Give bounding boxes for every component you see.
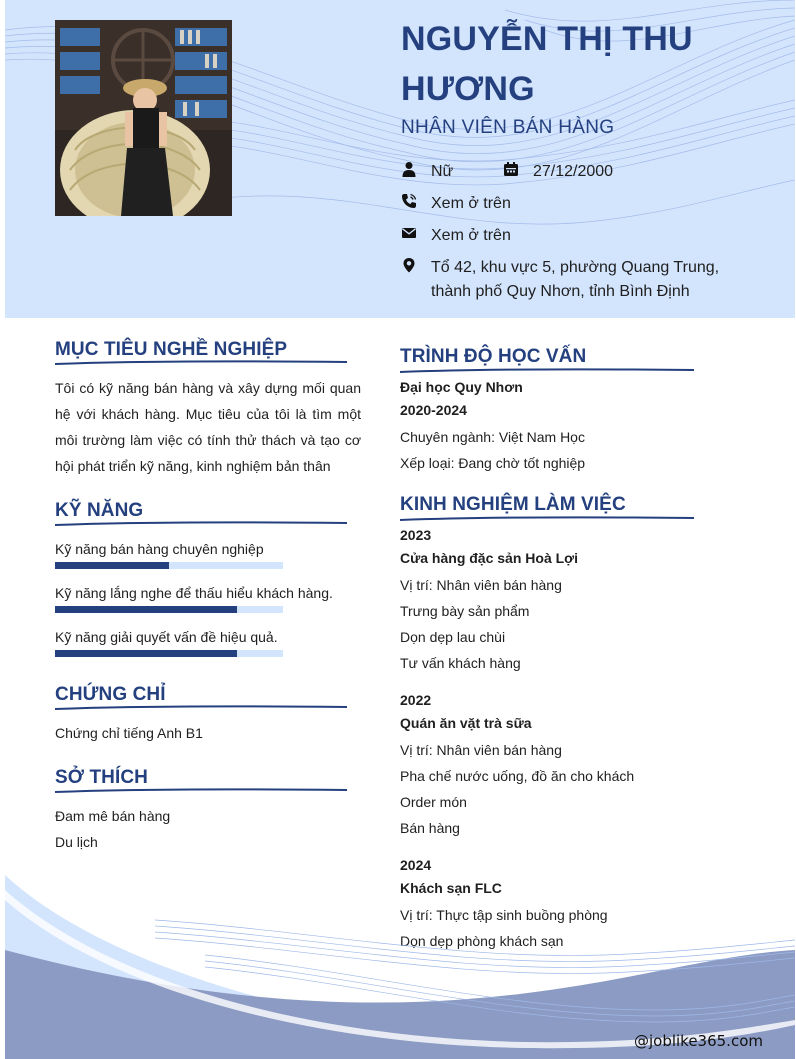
skill-level-bar <box>55 606 283 613</box>
hobby-item: Đam mê bán hàng <box>55 808 171 824</box>
birthdate-value: 27/12/2000 <box>533 163 614 180</box>
education-major: Chuyên ngành: Việt Nam Học <box>400 429 585 445</box>
certificate-item: Chứng chỉ tiếng Anh B1 <box>55 725 203 741</box>
job-task: Order món <box>400 794 467 810</box>
birthdate-row <box>503 160 613 184</box>
phone-value: Xem ở trên <box>431 195 511 212</box>
gender-row <box>401 160 453 184</box>
job-task: Dọn dẹp phòng khách sạn <box>400 933 564 949</box>
education-underline <box>400 368 694 374</box>
education-school: Đại học Quy Nhơn <box>400 379 523 395</box>
experience-underline <box>400 516 694 522</box>
footer-wave-decoration <box>5 860 795 1059</box>
skill-level-bar <box>55 650 283 657</box>
candidate-name: NGUYỄN THỊ THU HƯƠNG <box>401 20 693 108</box>
job-position: Vị trí: Nhân viên bán hàng <box>400 742 562 758</box>
hobbies-underline <box>55 788 347 794</box>
career-goal-underline <box>55 360 347 366</box>
address-row <box>401 256 761 304</box>
job-position: Vị trí: Thực tập sinh buồng phòng <box>400 907 608 923</box>
education-title: TRÌNH ĐỘ HỌC VẤN <box>400 346 587 367</box>
job-task: Dọn dẹp lau chùi <box>400 629 506 645</box>
job-title: NHÂN VIÊN BÁN HÀNG <box>401 117 615 138</box>
skills-title: KỸ NĂNG <box>55 500 144 521</box>
job-company: Khách sạn FLC <box>400 880 502 896</box>
job-position: Vị trí: Nhân viên bán hàng <box>400 577 562 593</box>
header <box>5 0 795 318</box>
skill-label: Kỹ năng giải quyết vấn đề hiệu quả. <box>55 629 278 645</box>
job-year: 2022 <box>400 692 432 708</box>
job-company: Cửa hàng đặc sản Hoà Lợi <box>400 550 579 566</box>
location-pin-icon <box>401 256 417 274</box>
job-company: Quán ăn vặt trà sữa <box>400 715 532 731</box>
skill-level-fill <box>55 650 237 657</box>
email-row <box>401 224 511 248</box>
education-period: 2020-2024 <box>400 402 467 418</box>
address-value: Tổ 42, khu vực 5, phường Quang Trung, thành phố Quy Nhơn, tỉnh Bình Định <box>431 259 720 300</box>
career-goal-text: Tôi có kỹ năng bán hàng và xây dựng mối quan hệ với khách hàng. Mục tiêu của tôi là tìm một môi trường làm việc có tính thử thách và tạo cơ hội phát triển kỹ năng, kinh nghiệm bản thân <box>55 380 361 474</box>
certificates-title: CHỨNG CHỈ <box>55 684 166 705</box>
hobby-item: Du lịch <box>55 834 98 850</box>
skills-underline <box>55 521 347 527</box>
job-year: 2024 <box>400 857 432 873</box>
phone-row <box>401 192 511 216</box>
job-task: Tư vấn khách hàng <box>400 655 521 671</box>
calendar-icon <box>503 160 519 178</box>
footer-watermark: @joblike365.com <box>633 1032 763 1050</box>
gender-value: Nữ <box>431 163 454 180</box>
phone-icon <box>401 192 417 210</box>
envelope-icon <box>401 224 417 242</box>
job-task: Pha chế nước uống, đồ ăn cho khách <box>400 768 635 784</box>
user-icon <box>401 160 417 178</box>
profile-photo <box>55 20 232 216</box>
job-task: Trưng bày sản phẩm <box>400 603 530 619</box>
hobbies-title: SỞ THÍCH <box>55 767 149 788</box>
cv-page <box>5 0 795 1059</box>
career-goal-title: MỤC TIÊU NGHỀ NGHIỆP <box>55 339 288 360</box>
profile-photo-image <box>55 20 232 216</box>
certificates-underline <box>55 705 347 711</box>
skill-level-bar <box>55 562 283 569</box>
skill-level-fill <box>55 606 237 613</box>
education-grade: Xếp loại: Đang chờ tốt nghiệp <box>400 455 586 471</box>
skill-label: Kỹ năng bán hàng chuyên nghiệp <box>55 541 264 557</box>
job-year: 2023 <box>400 527 432 543</box>
skill-label: Kỹ năng lắng nghe để thấu hiểu khách hàng. <box>55 585 333 601</box>
skill-level-fill <box>55 562 169 569</box>
email-value: Xem ở trên <box>431 227 511 244</box>
job-task: Bán hàng <box>400 820 460 836</box>
experience-title: KINH NGHIỆM LÀM VIỆC <box>400 494 626 515</box>
